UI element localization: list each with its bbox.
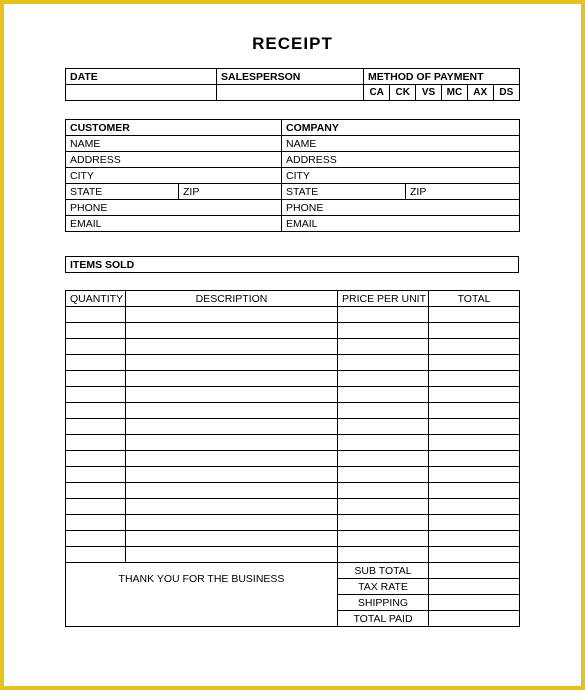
- customer-zip-field[interactable]: ZIP: [179, 184, 282, 200]
- description-cell[interactable]: [126, 339, 338, 355]
- quantity-cell[interactable]: [66, 451, 126, 467]
- quantity-cell[interactable]: [66, 371, 126, 387]
- date-label: DATE: [66, 69, 217, 85]
- table-row: [66, 387, 520, 403]
- description-cell[interactable]: [126, 467, 338, 483]
- company-heading: COMPANY: [282, 120, 520, 136]
- quantity-cell[interactable]: [66, 307, 126, 323]
- price-per-unit-cell[interactable]: [338, 355, 429, 371]
- table-row: [66, 307, 520, 323]
- table-row: [66, 355, 520, 371]
- table-row: [66, 435, 520, 451]
- description-cell[interactable]: [126, 531, 338, 547]
- tax-rate-field[interactable]: [429, 579, 520, 595]
- table-row: [66, 339, 520, 355]
- price-per-unit-cell[interactable]: [338, 371, 429, 387]
- price-per-unit-cell[interactable]: [338, 307, 429, 323]
- quantity-cell[interactable]: [66, 467, 126, 483]
- price-per-unit-cell[interactable]: [338, 387, 429, 403]
- thank-you-note: THANK YOU FOR THE BUSINESS: [66, 563, 338, 627]
- price-per-unit-cell[interactable]: [338, 483, 429, 499]
- quantity-cell[interactable]: [66, 419, 126, 435]
- table-row: [66, 371, 520, 387]
- payment-option-ds[interactable]: DS: [493, 85, 519, 100]
- total-cell[interactable]: [429, 371, 520, 387]
- customer-address-field[interactable]: ADDRESS: [66, 152, 282, 168]
- quantity-cell[interactable]: [66, 515, 126, 531]
- price-per-unit-cell[interactable]: [338, 515, 429, 531]
- description-cell[interactable]: [126, 307, 338, 323]
- description-cell[interactable]: [126, 419, 338, 435]
- company-zip-field[interactable]: ZIP: [406, 184, 520, 200]
- sub-total-field[interactable]: [429, 563, 520, 579]
- total-cell[interactable]: [429, 531, 520, 547]
- tax-rate-label: TAX RATE: [338, 579, 429, 595]
- price-per-unit-cell[interactable]: [338, 451, 429, 467]
- date-field[interactable]: [66, 85, 217, 101]
- table-row: [66, 419, 520, 435]
- quantity-cell[interactable]: [66, 387, 126, 403]
- company-email-field[interactable]: EMAIL: [282, 216, 520, 232]
- total-cell[interactable]: [429, 339, 520, 355]
- quantity-cell[interactable]: [66, 339, 126, 355]
- items-sold-heading: ITEMS SOLD: [66, 257, 519, 273]
- description-cell[interactable]: [126, 355, 338, 371]
- price-per-unit-column-header: PRICE PER UNIT: [338, 291, 429, 307]
- customer-company-table: [65, 119, 520, 232]
- salesperson-label: SALESPERSON: [217, 69, 364, 85]
- items-sold-table: [65, 256, 519, 273]
- customer-heading: CUSTOMER: [66, 120, 282, 136]
- description-cell[interactable]: [126, 547, 338, 563]
- company-state-field[interactable]: STATE: [282, 184, 406, 200]
- salesperson-field[interactable]: [217, 85, 364, 101]
- price-per-unit-cell[interactable]: [338, 323, 429, 339]
- quantity-cell[interactable]: [66, 355, 126, 371]
- description-cell[interactable]: [126, 499, 338, 515]
- table-row: [66, 403, 520, 419]
- total-cell[interactable]: [429, 499, 520, 515]
- description-cell[interactable]: [126, 451, 338, 467]
- payment-option-vs[interactable]: VS: [416, 85, 442, 100]
- total-cell[interactable]: [429, 419, 520, 435]
- price-per-unit-cell[interactable]: [338, 499, 429, 515]
- customer-city-field[interactable]: CITY: [66, 168, 282, 184]
- description-cell[interactable]: [126, 435, 338, 451]
- shipping-field[interactable]: [429, 595, 520, 611]
- total-cell[interactable]: [429, 467, 520, 483]
- description-cell[interactable]: [126, 323, 338, 339]
- description-column-header: DESCRIPTION: [126, 291, 338, 307]
- customer-phone-field[interactable]: PHONE: [66, 200, 282, 216]
- quantity-column-header: QUANTITY: [66, 291, 126, 307]
- sub-total-label: SUB TOTAL: [338, 563, 429, 579]
- customer-name-field[interactable]: NAME: [66, 136, 282, 152]
- total-cell[interactable]: [429, 403, 520, 419]
- price-per-unit-cell[interactable]: [338, 403, 429, 419]
- total-paid-field[interactable]: [429, 611, 520, 627]
- items-table: [65, 290, 520, 627]
- quantity-cell[interactable]: [66, 483, 126, 499]
- total-cell[interactable]: [429, 451, 520, 467]
- price-per-unit-cell[interactable]: [338, 435, 429, 451]
- table-row: [66, 531, 520, 547]
- table-row: [66, 547, 520, 563]
- description-cell[interactable]: [126, 387, 338, 403]
- total-cell[interactable]: [429, 483, 520, 499]
- quantity-cell[interactable]: [66, 435, 126, 451]
- total-column-header: TOTAL: [429, 291, 520, 307]
- price-per-unit-cell[interactable]: [338, 467, 429, 483]
- description-cell[interactable]: [126, 483, 338, 499]
- description-cell[interactable]: [126, 515, 338, 531]
- description-cell[interactable]: [126, 371, 338, 387]
- header-table: [65, 68, 520, 101]
- total-cell[interactable]: [429, 547, 520, 563]
- payment-methods: [364, 85, 520, 101]
- company-phone-field[interactable]: PHONE: [282, 200, 520, 216]
- customer-email-field[interactable]: EMAIL: [66, 216, 282, 232]
- table-row: [66, 499, 520, 515]
- quantity-cell[interactable]: [66, 547, 126, 563]
- company-city-field[interactable]: CITY: [282, 168, 520, 184]
- company-address-field[interactable]: ADDRESS: [282, 152, 520, 168]
- total-cell[interactable]: [429, 323, 520, 339]
- payment-option-ca[interactable]: CA: [369, 87, 384, 98]
- table-row: [66, 323, 520, 339]
- total-cell[interactable]: [429, 387, 520, 403]
- payment-option-ck[interactable]: CK: [390, 85, 416, 100]
- table-row: [66, 483, 520, 499]
- payment-option-mc[interactable]: MC: [441, 85, 467, 100]
- table-row: [66, 467, 520, 483]
- total-cell[interactable]: [429, 307, 520, 323]
- table-row: [66, 451, 520, 467]
- total-cell[interactable]: [429, 355, 520, 371]
- company-name-field[interactable]: NAME: [282, 136, 520, 152]
- price-per-unit-cell[interactable]: [338, 339, 429, 355]
- shipping-label: SHIPPING: [338, 595, 429, 611]
- quantity-cell[interactable]: [66, 499, 126, 515]
- total-cell[interactable]: [429, 515, 520, 531]
- price-per-unit-cell[interactable]: [338, 547, 429, 563]
- customer-state-field[interactable]: STATE: [66, 184, 179, 200]
- payment-option-ax[interactable]: AX: [467, 85, 493, 100]
- total-cell[interactable]: [429, 435, 520, 451]
- page-title: RECEIPT: [252, 34, 333, 53]
- total-paid-label: TOTAL PAID: [338, 611, 429, 627]
- description-cell[interactable]: [126, 403, 338, 419]
- quantity-cell[interactable]: [66, 403, 126, 419]
- table-row: [66, 515, 520, 531]
- item-rows: [66, 307, 520, 563]
- method-of-payment-label: METHOD OF PAYMENT: [364, 69, 520, 85]
- price-per-unit-cell[interactable]: [338, 531, 429, 547]
- quantity-cell[interactable]: [66, 531, 126, 547]
- quantity-cell[interactable]: [66, 323, 126, 339]
- price-per-unit-cell[interactable]: [338, 419, 429, 435]
